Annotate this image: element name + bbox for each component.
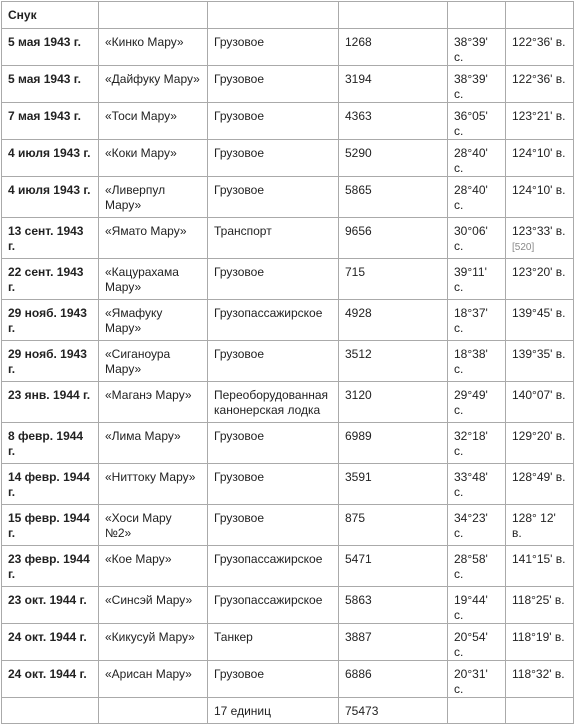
table-row (2, 546, 574, 587)
reference-link[interactable]: [520] (512, 242, 535, 253)
table-body (2, 2, 574, 724)
longitude-value: 128° 12' в. (512, 511, 556, 540)
ship-name-cell: «Ямафуку Мару» (99, 300, 208, 341)
tonnage-cell: 1268 (339, 29, 448, 66)
date-cell: 24 окт. 1944 г. (2, 624, 99, 661)
ship-type-cell: Грузопассажирское (208, 546, 339, 587)
tonnage-cell: 3887 (339, 624, 448, 661)
longitude-cell (506, 546, 574, 587)
tonnage-cell: 3120 (339, 382, 448, 423)
tonnage-cell: 3194 (339, 66, 448, 103)
latitude-cell: 19°44' с. (448, 587, 506, 624)
tonnage-cell: 5471 (339, 546, 448, 587)
table-row (2, 218, 574, 259)
date-cell: 23 окт. 1944 г. (2, 587, 99, 624)
tonnage-cell: 5290 (339, 140, 448, 177)
tonnage-cell: 4363 (339, 103, 448, 140)
longitude-cell (506, 300, 574, 341)
table-row (2, 103, 574, 140)
latitude-cell: 28°58' с. (448, 546, 506, 587)
ship-name-cell: «Сиганоура Мару» (99, 341, 208, 382)
table-row (2, 382, 574, 423)
longitude-cell (506, 624, 574, 661)
ship-type-cell: Грузовое (208, 464, 339, 505)
latitude-cell: 28°40' с. (448, 177, 506, 218)
longitude-cell (506, 177, 574, 218)
table-row (2, 464, 574, 505)
ship-name-cell: «Ливерпул Мару» (99, 177, 208, 218)
longitude-value: 141°15' в. (512, 552, 566, 566)
ship-name-cell: «Тоси Мару» (99, 103, 208, 140)
longitude-cell (506, 29, 574, 66)
tonnage-cell: 9656 (339, 218, 448, 259)
date-cell: 8 февр. 1944 г. (2, 423, 99, 464)
date-cell: 15 февр. 1944 г. (2, 505, 99, 546)
date-cell: 29 нояб. 1943 г. (2, 341, 99, 382)
tonnage-cell: 6989 (339, 423, 448, 464)
empty-cell (448, 2, 506, 29)
tonnage-cell: 4928 (339, 300, 448, 341)
ship-name-cell: «Кое Мару» (99, 546, 208, 587)
longitude-cell (506, 259, 574, 300)
table-row (2, 29, 574, 66)
tonnage-cell: 875 (339, 505, 448, 546)
ship-name-cell: «Кикусуй Мару» (99, 624, 208, 661)
latitude-cell: 33°48' с. (448, 464, 506, 505)
date-cell: 23 февр. 1944 г. (2, 546, 99, 587)
empty-cell (99, 2, 208, 29)
table-row (2, 505, 574, 546)
tonnage-cell: 6886 (339, 661, 448, 698)
longitude-value: 123°20' в. (512, 265, 566, 279)
latitude-cell: 38°39' с. (448, 29, 506, 66)
date-cell: 5 мая 1943 г. (2, 29, 99, 66)
longitude-cell (506, 464, 574, 505)
ship-name-cell: «Хоси Мару №2» (99, 505, 208, 546)
ship-type-cell: Переоборудованная канонерская лодка (208, 382, 339, 423)
group-row (2, 2, 574, 29)
ship-name-cell: «Лима Мару» (99, 423, 208, 464)
group-label: Снук (2, 2, 99, 29)
total-tonnage-cell: 75473 (339, 698, 448, 724)
ship-type-cell: Грузовое (208, 661, 339, 698)
ship-type-cell: Грузовое (208, 341, 339, 382)
latitude-cell: 18°38' с. (448, 341, 506, 382)
ship-type-cell: Грузовое (208, 177, 339, 218)
latitude-cell: 28°40' с. (448, 140, 506, 177)
longitude-value: 123°33' в. (512, 224, 566, 238)
longitude-value: 118°25' в. (512, 593, 565, 607)
tonnage-cell: 3591 (339, 464, 448, 505)
longitude-cell (506, 505, 574, 546)
date-cell: 4 июля 1943 г. (2, 177, 99, 218)
date-cell: 7 мая 1943 г. (2, 103, 99, 140)
longitude-cell (506, 341, 574, 382)
table-row (2, 259, 574, 300)
table-row (2, 66, 574, 103)
ship-name-cell: «Маганэ Мару» (99, 382, 208, 423)
ship-type-cell: Грузовое (208, 140, 339, 177)
total-count-cell: 17 единиц (208, 698, 339, 724)
date-cell: 14 февр. 1944 г. (2, 464, 99, 505)
ship-name-cell: «Арисан Мару» (99, 661, 208, 698)
ship-type-cell: Грузопассажирское (208, 300, 339, 341)
longitude-value: 124°10' в. (512, 146, 566, 160)
ship-name-cell: «Дайфуку Мару» (99, 66, 208, 103)
latitude-cell: 32°18' с. (448, 423, 506, 464)
empty-cell (448, 698, 506, 724)
date-cell: 23 янв. 1944 г. (2, 382, 99, 423)
date-cell: 24 окт. 1944 г. (2, 661, 99, 698)
longitude-value: 128°49' в. (512, 470, 566, 484)
tonnage-cell: 3512 (339, 341, 448, 382)
latitude-cell: 39°11' с. (448, 259, 506, 300)
table-row (2, 624, 574, 661)
longitude-value: 124°10' в. (512, 183, 566, 197)
ship-type-cell: Грузовое (208, 423, 339, 464)
tonnage-cell: 5865 (339, 177, 448, 218)
longitude-value: 129°20' в. (512, 429, 566, 443)
longitude-cell (506, 587, 574, 624)
tonnage-cell: 5863 (339, 587, 448, 624)
longitude-value: 139°35' в. (512, 347, 566, 361)
empty-cell (208, 2, 339, 29)
ship-name-cell: «Ямато Мару» (99, 218, 208, 259)
longitude-cell (506, 382, 574, 423)
ship-type-cell: Грузовое (208, 29, 339, 66)
date-cell: 13 сент. 1943 г. (2, 218, 99, 259)
latitude-cell: 18°37' с. (448, 300, 506, 341)
latitude-cell: 30°06' с. (448, 218, 506, 259)
ship-type-cell: Танкер (208, 624, 339, 661)
table-row (2, 423, 574, 464)
latitude-cell: 38°39' с. (448, 66, 506, 103)
ship-type-cell: Грузовое (208, 505, 339, 546)
ship-type-cell: Грузопассажирское (208, 587, 339, 624)
table-row (2, 177, 574, 218)
longitude-value: 118°32' в. (512, 667, 565, 681)
table-row (2, 341, 574, 382)
ship-name-cell: «Коки Мару» (99, 140, 208, 177)
ship-type-cell: Грузовое (208, 103, 339, 140)
longitude-cell (506, 103, 574, 140)
latitude-cell: 34°23' с. (448, 505, 506, 546)
longitude-cell (506, 661, 574, 698)
longitude-cell (506, 140, 574, 177)
ship-type-cell: Грузовое (208, 66, 339, 103)
table-row (2, 300, 574, 341)
longitude-value: 140°07' в. (512, 388, 566, 402)
ship-losses-table (1, 1, 574, 724)
ship-name-cell: «Синсэй Мару» (99, 587, 208, 624)
date-cell: 5 мая 1943 г. (2, 66, 99, 103)
ship-name-cell: «Кацурахама Мару» (99, 259, 208, 300)
date-cell: 4 июля 1943 г. (2, 140, 99, 177)
ship-type-cell: Грузовое (208, 259, 339, 300)
ship-name-cell: «Кинко Мару» (99, 29, 208, 66)
latitude-cell: 36°05' с. (448, 103, 506, 140)
empty-cell (99, 698, 208, 724)
empty-cell (506, 698, 574, 724)
longitude-value: 139°45' в. (512, 306, 566, 320)
latitude-cell: 29°49' с. (448, 382, 506, 423)
table-row (2, 661, 574, 698)
empty-cell (339, 2, 448, 29)
longitude-cell (506, 423, 574, 464)
empty-cell (506, 2, 574, 29)
ship-type-cell: Транспорт (208, 218, 339, 259)
empty-cell (2, 698, 99, 724)
tonnage-cell: 715 (339, 259, 448, 300)
latitude-cell: 20°31' с. (448, 661, 506, 698)
longitude-cell (506, 66, 574, 103)
longitude-value: 123°21' в. (512, 109, 566, 123)
date-cell: 22 сент. 1943 г. (2, 259, 99, 300)
total-row (2, 698, 574, 724)
ship-name-cell: «Ниттоку Мару» (99, 464, 208, 505)
table-row (2, 140, 574, 177)
longitude-cell (506, 218, 574, 259)
longitude-value: 122°36' в. (512, 35, 566, 49)
date-cell: 29 нояб. 1943 г. (2, 300, 99, 341)
table-row (2, 587, 574, 624)
longitude-value: 122°36' в. (512, 72, 566, 86)
latitude-cell: 20°54' с. (448, 624, 506, 661)
longitude-value: 118°19' в. (512, 630, 565, 644)
